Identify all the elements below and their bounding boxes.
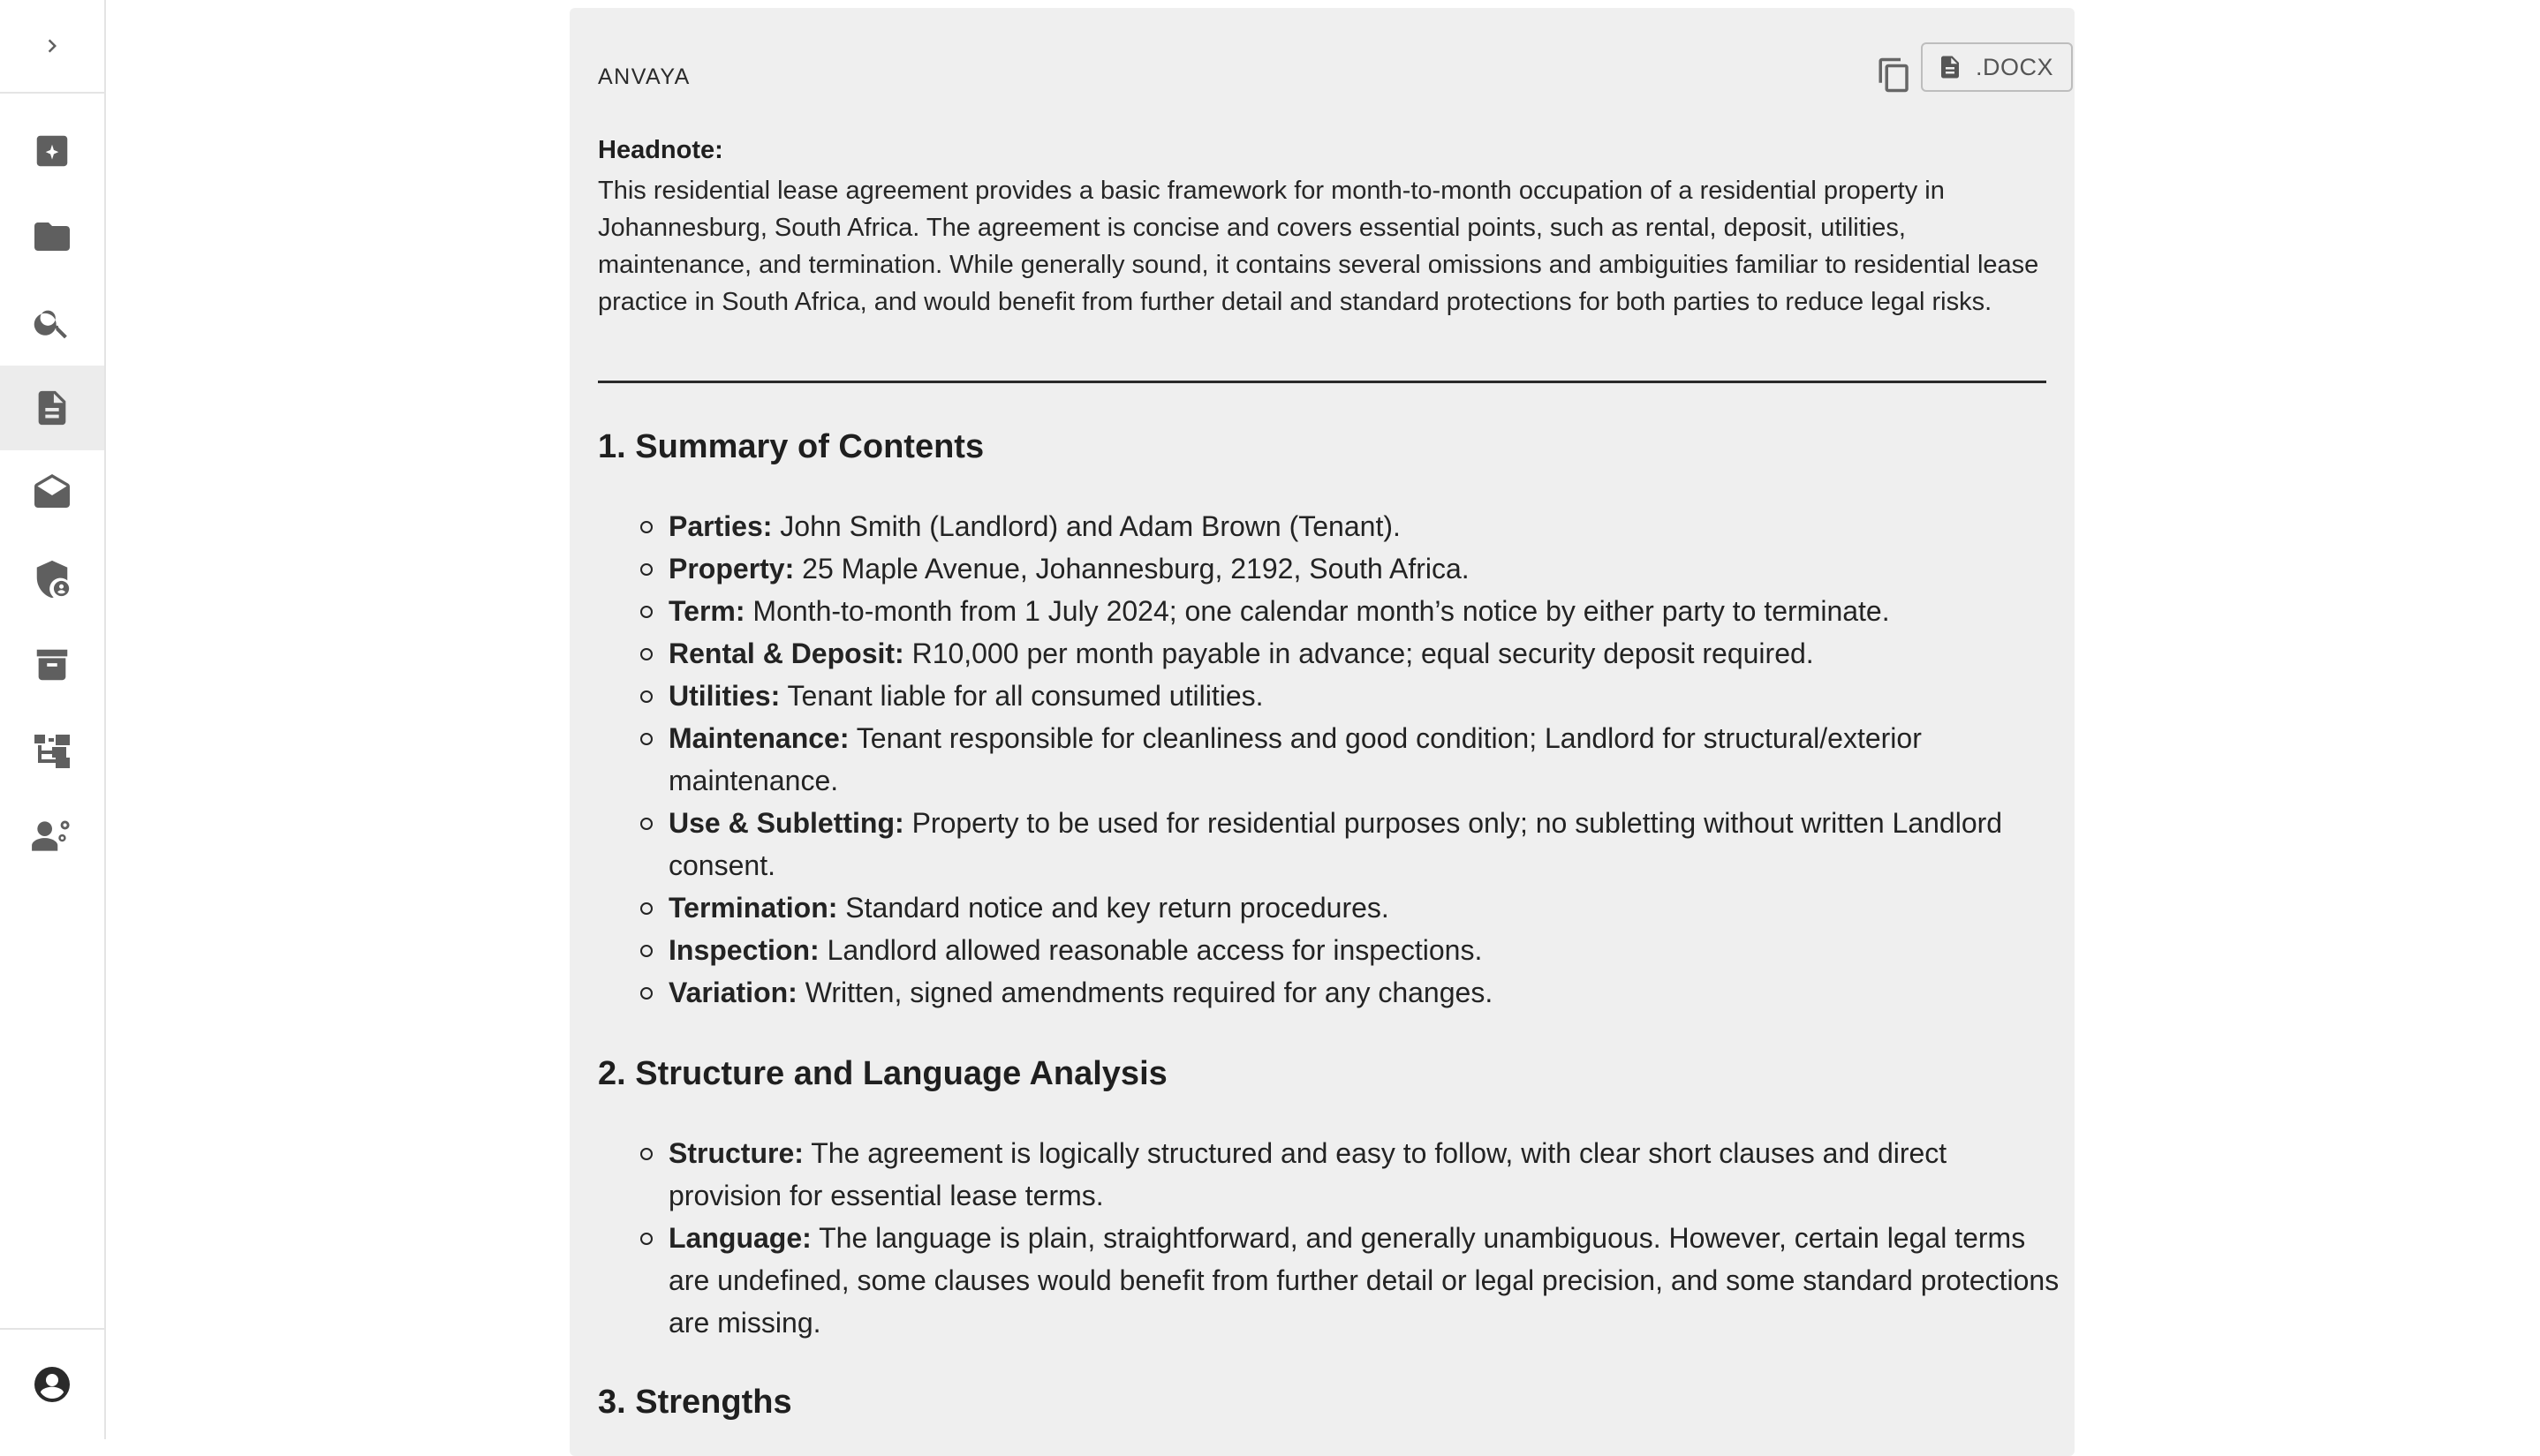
document-card [570, 8, 2075, 1456]
copy-button[interactable] [1870, 50, 1919, 100]
sidebar-item-documents[interactable] [0, 366, 104, 450]
list-item-label: Use & Subletting: [669, 807, 904, 839]
list-item-text: The language is plain, straightforward, and generally unambiguous. However, certain legal terms are undefined, some clauses would benefit from further detail or legal precision, and some standard protections are missing. [669, 1222, 2060, 1339]
list-item [669, 505, 2064, 547]
user-gear-icon [30, 814, 74, 858]
section-list [598, 1132, 2064, 1344]
sidebar-item-workflow[interactable] [0, 708, 104, 793]
shield-user-icon [32, 559, 72, 600]
list-item [669, 590, 2064, 632]
sidebar-item-mail[interactable] [0, 451, 104, 536]
headnote-body: This residential lease agreement provides a basic framework for month-to-month occupation of a residential property in Johannesburg, South Africa. The agreement is concise and covers essential points, such as rental, deposit, utilities, maintenance, and termination. While generally sound, it contains several omissions and ambiguities familiar to residential lease practice in South Africa, and would benefit from further detail and standard protections for both parties to reduce legal risks. [598, 177, 2039, 316]
document-icon [1937, 54, 1963, 80]
sidebar-item-folders[interactable] [0, 194, 104, 279]
list-item [669, 971, 2064, 1014]
list-item [669, 632, 2064, 675]
list-item-text: 25 Maple Avenue, Johannesburg, 2192, South Africa. [802, 553, 1470, 585]
list-item [669, 929, 2064, 971]
section-heading: 2. Structure and Language Analysis [598, 1055, 1168, 1092]
list-item [669, 886, 2064, 929]
list-item-text: Standard notice and key return procedures. [845, 892, 1389, 924]
list-item-label: Maintenance: [669, 722, 850, 754]
folder-icon [31, 215, 73, 258]
list-item [669, 1217, 2064, 1344]
section-heading: 3. Strengths [598, 1384, 792, 1421]
sidebar-item-user-settings[interactable] [0, 794, 104, 879]
list-item-label: Rental & Deposit: [669, 637, 904, 669]
chevron-right-icon [39, 33, 65, 59]
list-item-text: John Smith (Landlord) and Adam Brown (Tenant). [780, 510, 1401, 542]
list-item [669, 675, 2064, 717]
sidebar [0, 0, 106, 1439]
sidebar-item-ai-assistant[interactable] [0, 109, 104, 193]
mail-open-icon [31, 472, 73, 515]
sidebar-item-security[interactable] [0, 537, 104, 622]
list-item-text: Month-to-month from 1 July 2024; one calendar month’s notice by either party to terminate. [752, 595, 1890, 627]
divider [598, 381, 2046, 383]
brand-label: ANVAYA [598, 64, 691, 89]
list-item-text: Tenant responsible for cleanliness and good condition; Landlord for structural/exterior maintenance. [669, 722, 1922, 796]
list-item-label: Property: [669, 553, 795, 585]
list-item [669, 802, 2064, 886]
list-item-text: R10,000 per month payable in advance; equal security deposit required. [911, 637, 1814, 669]
list-item-text: Written, signed amendments required for any changes. [805, 977, 1493, 1008]
list-item-label: Language: [669, 1222, 812, 1254]
sidebar-item-search[interactable] [0, 280, 104, 365]
headnote-title: Headnote: [598, 136, 723, 164]
sparkle-icon [32, 131, 72, 171]
list-item-label: Utilities: [669, 680, 781, 712]
list-item-label: Term: [669, 595, 745, 627]
list-item-label: Structure: [669, 1137, 804, 1169]
account-circle-icon [31, 1363, 73, 1406]
list-item [669, 717, 2064, 802]
list-item-text: The agreement is logically structured and easy to follow, with clear short clauses and direct provision for essential lease terms. [669, 1137, 1947, 1211]
document-icon [32, 388, 72, 428]
list-item-text: Property to be used for residential purposes only; no subletting without written Landlord consent. [669, 807, 2003, 881]
list-item [669, 547, 2064, 590]
section-list [598, 505, 2064, 1014]
list-item-label: Variation: [669, 977, 798, 1008]
list-item [669, 1132, 2064, 1217]
account-button[interactable] [0, 1328, 104, 1439]
list-item-label: Parties: [669, 510, 773, 542]
list-item-text: Landlord allowed reasonable access for inspections. [827, 934, 1483, 966]
export-docx-label: .DOCX [1976, 53, 2054, 80]
tree-icon [31, 729, 73, 772]
export-docx-button[interactable] [1921, 42, 2073, 92]
list-item-label: Termination: [669, 892, 838, 924]
search-icon [32, 302, 72, 343]
list-item-label: Inspection: [669, 934, 820, 966]
sidebar-toggle-button[interactable] [0, 0, 104, 94]
copy-icon [1876, 57, 1913, 94]
archive-icon [32, 645, 72, 685]
list-item-text: Tenant liable for all consumed utilities. [787, 680, 1264, 712]
sidebar-item-archive[interactable] [0, 622, 104, 707]
section-heading: 1. Summary of Contents [598, 428, 985, 465]
